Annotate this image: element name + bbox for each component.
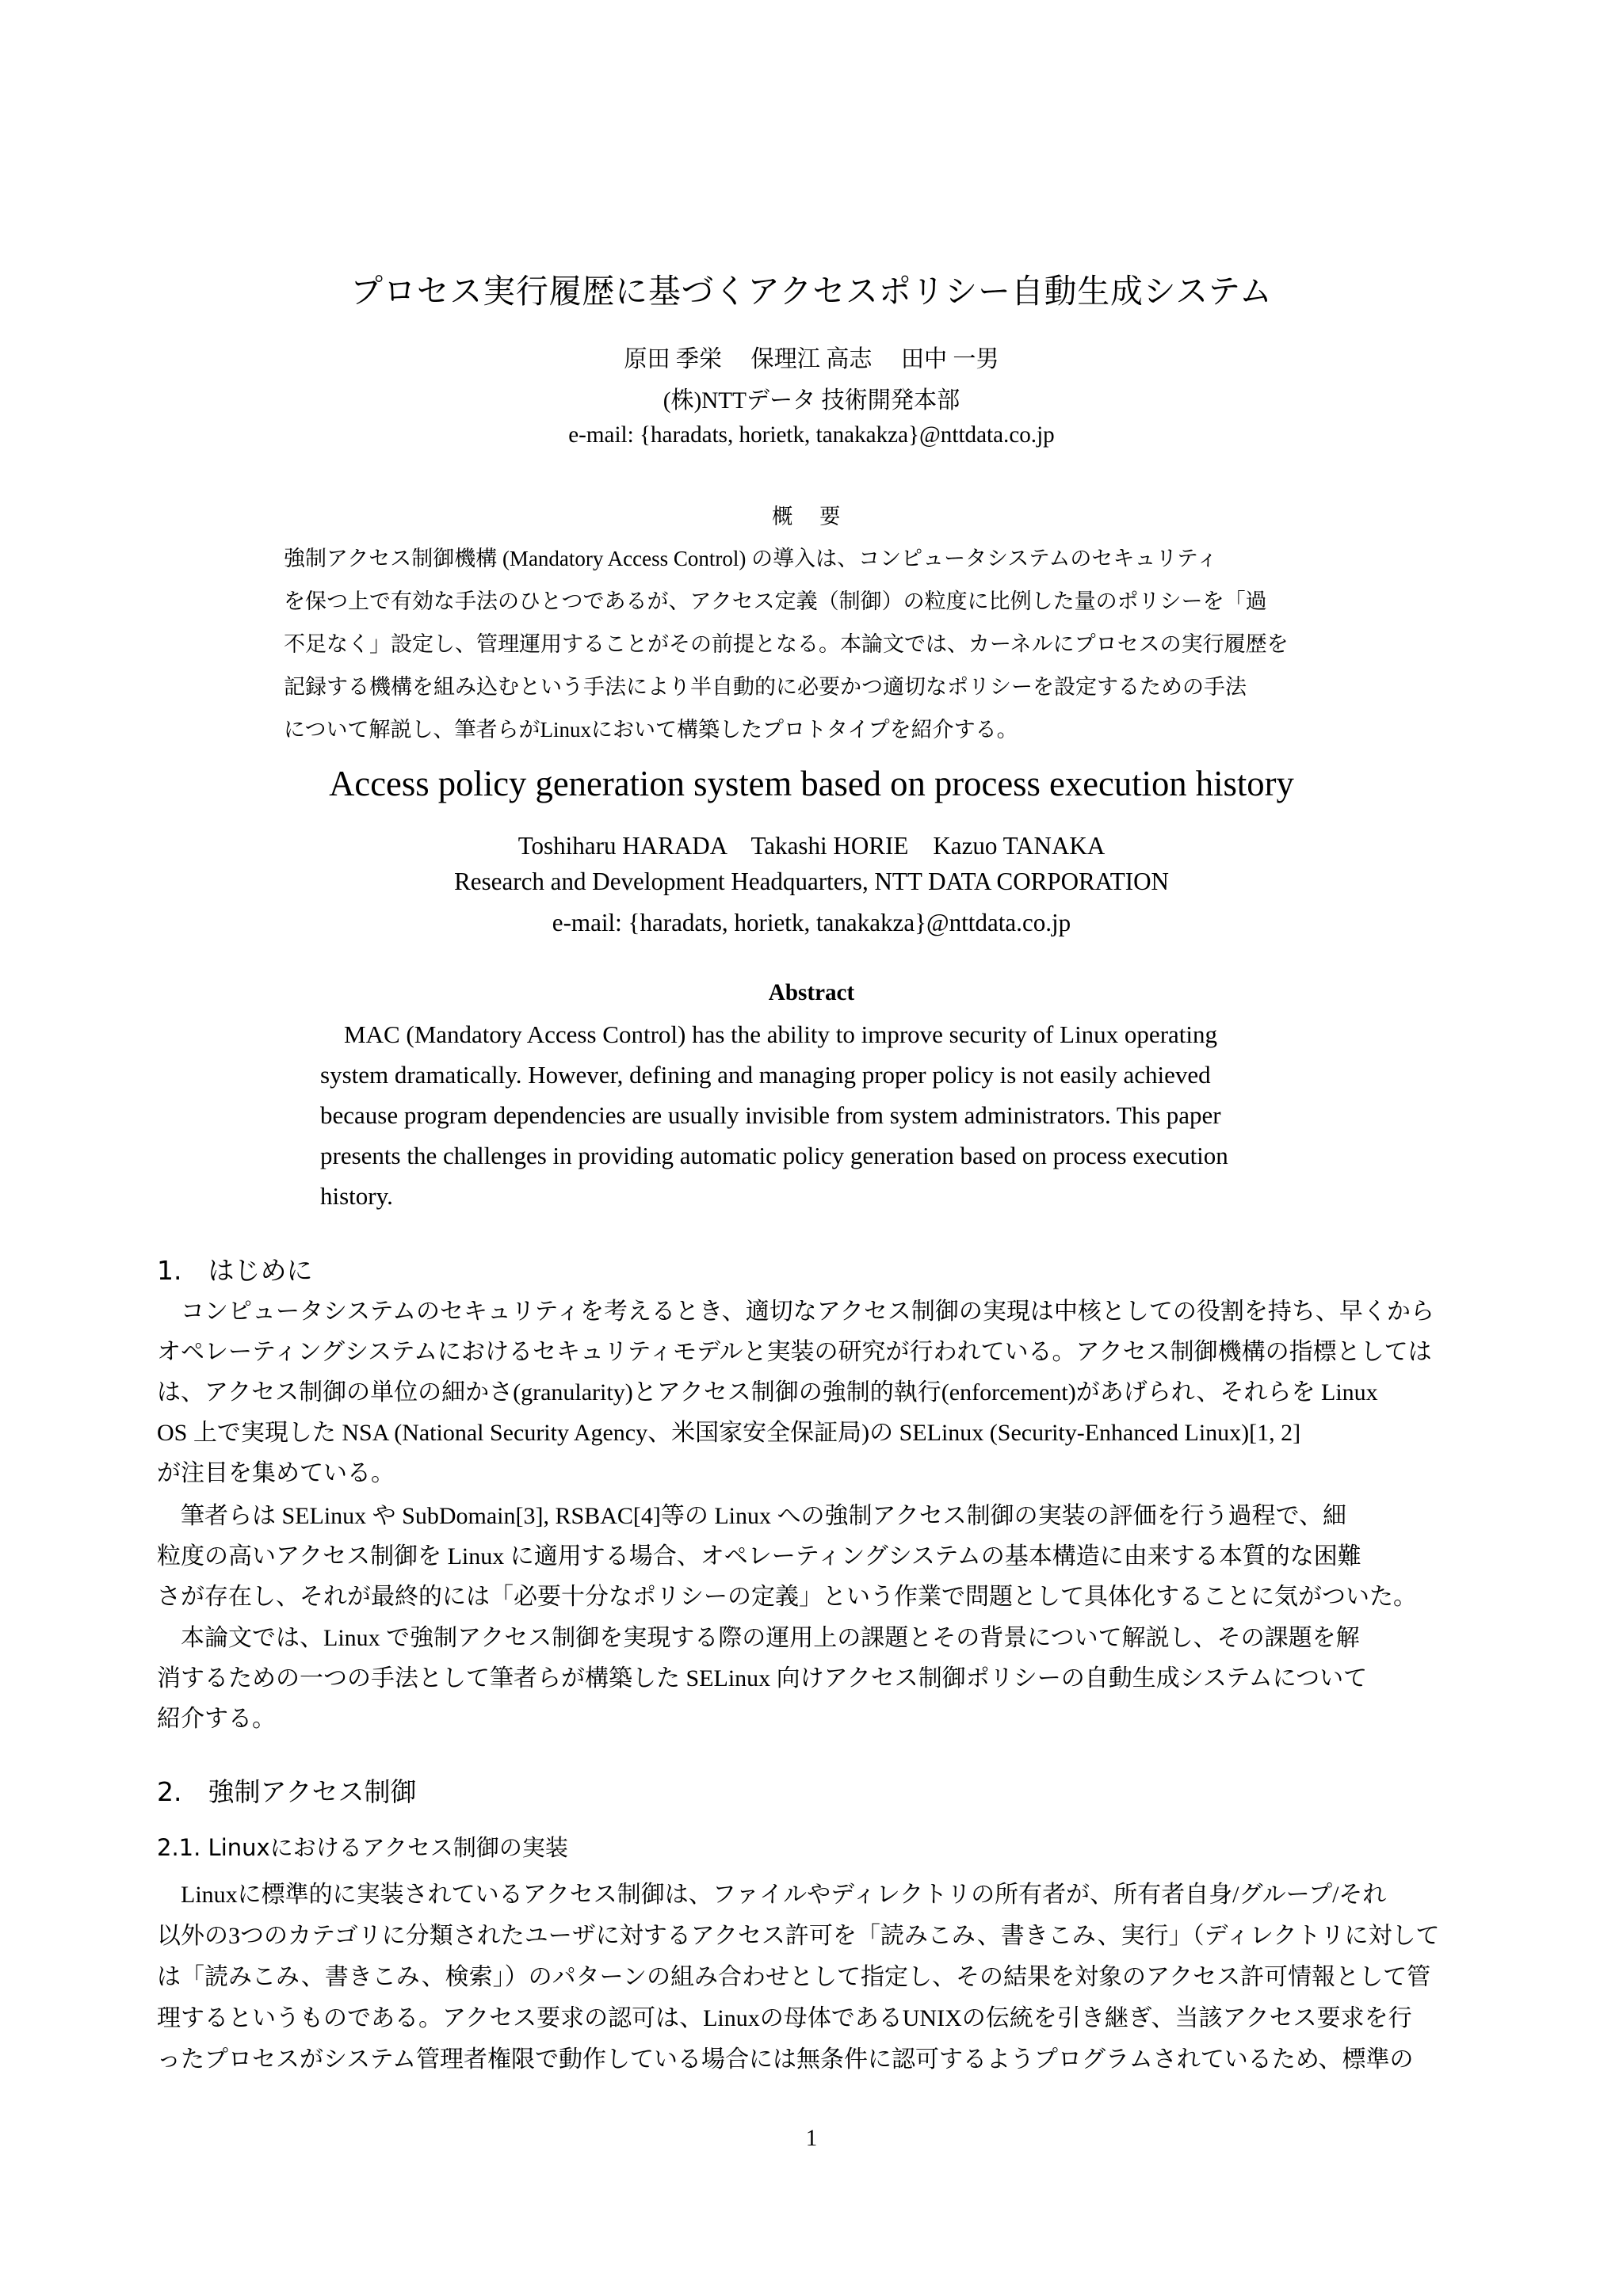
section-2-1-heading: 2.1. Linuxにおけるアクセス制御の実装 [157,1834,568,1861]
en-abstract-heading: Abstract [768,979,855,1005]
jp-paper-title: プロセス実行履歴に基づくアクセスポリシー自動生成システム [350,272,1273,311]
en-authors: Toshiharu HARADA Takashi HORIE Kazuo TANAKA [517,831,1106,860]
jp-email: e-mail: {haradats, horietk, tanakakza}@nttdata.co.jp [568,421,1055,448]
jp-abstract-line: 記録する機構を組み込むという手法により半自動的に必要かつ適切なポリシーを設定するための手法 [284,675,1247,699]
body-line: OS 上で実現した NSA (National Security Agency、米国家安全保証局)の SELinux (Security-Enhanced Linux)[1, 2] [157,1420,1301,1446]
jp-abstract-heading: 概 要 [772,505,851,528]
body-line: 筆者らは SELinux や SubDomain[3], RSBAC[4]等の Linux への強制アクセス制御の実装の評価を行う過程で、細 [157,1503,1347,1529]
en-abstract-line: presents the challenges in providing automatic policy generation based on process execution [320,1142,1228,1169]
jp-abstract-line: について解説し、筆者らがLinuxにおいて構築したプロトタイプを紹介する。 [284,718,1018,742]
body-line: コンピュータシステムのセキュリティを考えるとき、適切なアクセス制御の実現は中核としての役割を持ち、早くから [157,1299,1434,1325]
jp-abstract-line: を保つ上で有効な手法のひとつであるが、アクセス定義（制御）の粒度に比例した量のポリシーを「過 [284,589,1267,613]
body-line: 本論文では、Linux で強制アクセス制御を実現する際の運用上の課題とその背景について解説し、その課題を解 [157,1625,1360,1651]
jp-authors: 原田 季栄 保理江 高志 田中 一男 [624,346,999,372]
page-number: 1 [805,2125,818,2151]
jp-abstract-line: 不足なく」設定し、管理運用することがその前提となる。本論文では、カーネルにプロセスの実行履歴を [284,632,1289,656]
body-line: オペレーティングシステムにおけるセキュリティモデルと実装の研究が行われている。アクセス制御機構の指標としては [157,1339,1432,1365]
en-abstract-line: system dramatically. However, defining and managing proper policy is not easily achieved [320,1061,1211,1089]
body-line: 紹介する。 [157,1706,276,1732]
en-abstract-line: history. [320,1182,393,1210]
body-line: は、アクセス制御の単位の細かさ(granularity)とアクセス制御の強制的執行(enforcement)があげられ、それらを Linux [157,1379,1378,1405]
en-affiliation: Research and Development Headquarters, NTT DATA CORPORATION [454,867,1169,895]
en-email: e-mail: {haradats, horietk, tanakakza}@nttdata.co.jp [552,908,1071,936]
body-line: 理するというものである。アクセス要求の認可は、Linuxの母体であるUNIXの伝統を引き継ぎ、当該アクセス要求を行 [157,2005,1412,2031]
body-line: さが存在し、それが最終的には「必要十分なポリシーの定義」という作業で問題として具体化することに気がついた。 [157,1584,1417,1610]
body-line: 粒度の高いアクセス制御を Linux に適用する場合、オペレーティングシステムの基本構造に由来する本質的な困難 [157,1543,1361,1569]
en-abstract-line: because program dependencies are usually invisible from system administrators. This paper [320,1101,1221,1129]
body-line: が注目を集めている。 [157,1460,395,1486]
section-1-heading: 1. はじめに [157,1255,313,1286]
section-2-heading: 2. 強制アクセス制御 [157,1776,417,1807]
body-line: Linuxに標準的に実装されているアクセス制御は、ファイルやディレクトリの所有者が、所有者自身/グループ/それ [157,1882,1387,1908]
body-line: 消するための一つの手法として筆者らが構築した SELinux 向けアクセス制御ポリシーの自動生成システムについて [157,1665,1368,1691]
body-line: は「読みこみ、書きこみ、検索」）のパターンの組み合わせとして指定し、その結果を対象のアクセス許可情報として管 [157,1964,1431,1990]
body-line: ったプロセスがシステム管理者権限で動作している場合には無条件に認可するようプログラムされているため、標準の [157,2046,1414,2073]
jp-affiliation: (株)NTTデータ 技術開発本部 [663,387,960,414]
body-line: 以外の3つのカテゴリに分類されたユーザに対するアクセス許可を「読みこみ、書きこみ、実行」（ディレクトリに対して [157,1923,1440,1949]
en-paper-title: Access policy generation system based on process execution history [329,763,1294,803]
jp-abstract-line: 強制アクセス制御機構 (Mandatory Access Control) の導入は、コンピュータシステムのセキュリティ [284,547,1218,570]
en-abstract-line: MAC (Mandatory Access Control) has the ability to improve security of Linux operating [344,1020,1217,1048]
